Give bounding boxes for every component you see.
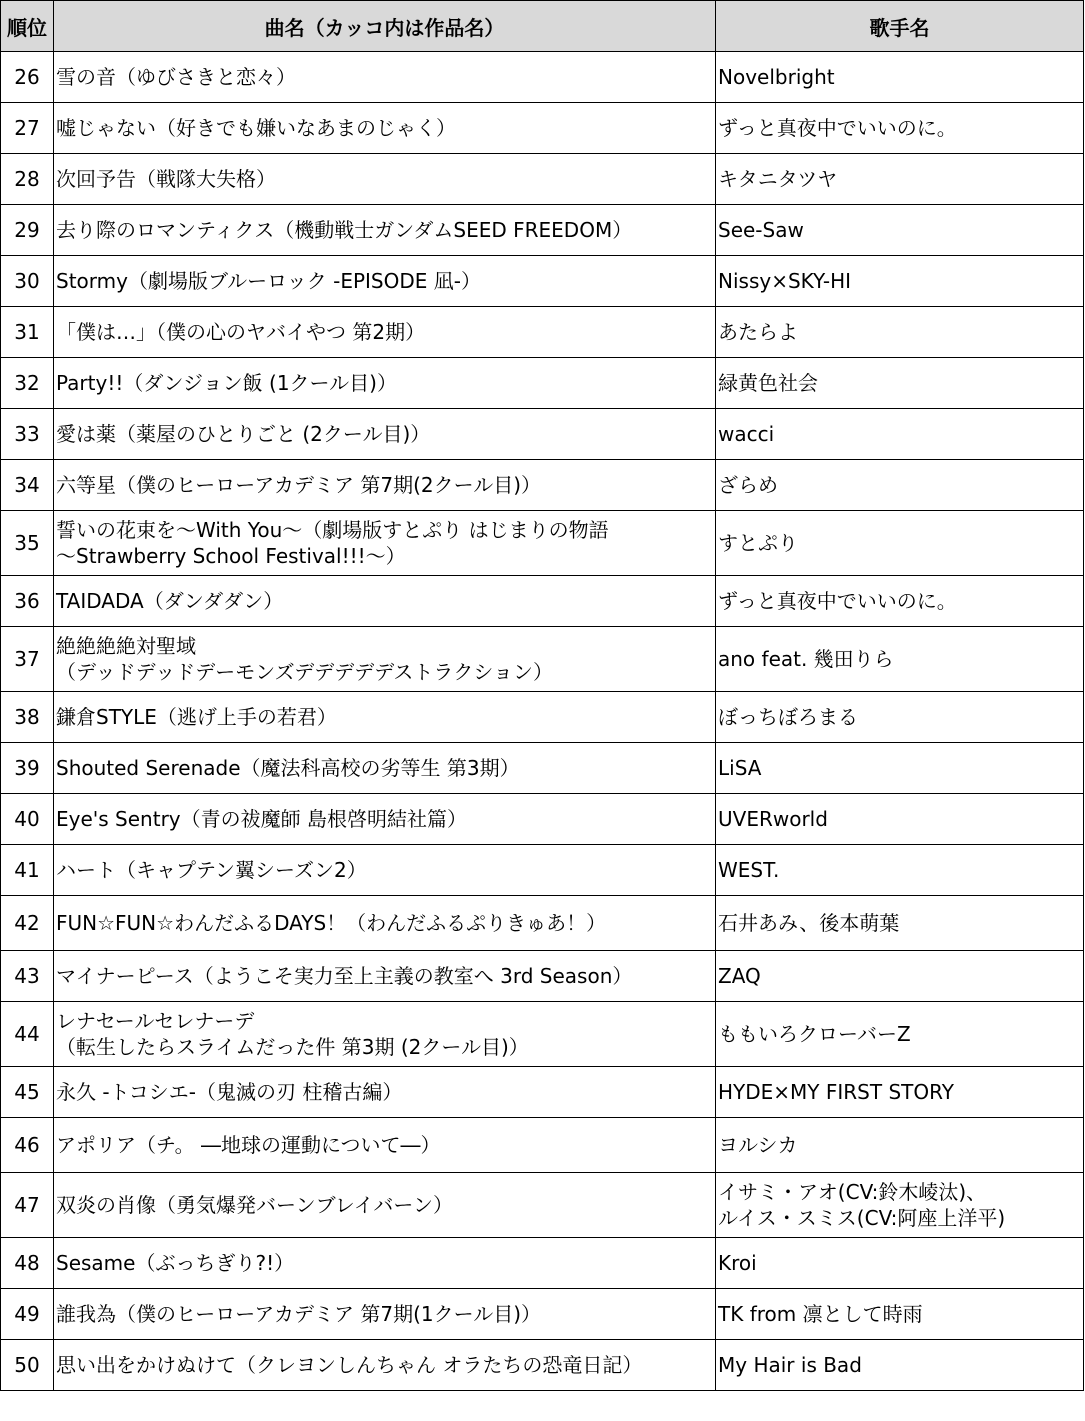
- table-row: [1, 1289, 1084, 1340]
- title-cell: [54, 1340, 716, 1391]
- table-row: [1, 409, 1084, 460]
- artist-cell: [716, 692, 1084, 743]
- artist-cell: [716, 896, 1084, 951]
- artist-cell: [716, 743, 1084, 794]
- title-cell: [54, 794, 716, 845]
- artist-line: ぼっちぼろまる: [718, 705, 858, 729]
- rank-cell: 39: [1, 743, 54, 794]
- title-line: 六等星（僕のヒーローアカデミア 第7期(2クール目)）: [56, 473, 542, 497]
- title-line: ハート（キャプテン翼シーズン2）: [56, 858, 367, 882]
- artist-line: 緑黄色社会: [718, 371, 818, 395]
- title-cell: [54, 205, 716, 256]
- rank-cell: 32: [1, 358, 54, 409]
- artist-cell: [716, 307, 1084, 358]
- title-cell: [54, 256, 716, 307]
- table-row: [1, 794, 1084, 845]
- artist-cell: [716, 154, 1084, 205]
- title-line: 鎌倉STYLE（逃げ上手の若君）: [56, 705, 337, 729]
- rank-cell: 33: [1, 409, 54, 460]
- table-row: [1, 154, 1084, 205]
- rank-cell: 45: [1, 1067, 54, 1118]
- title-line: 双炎の肖像（勇気爆発バーンブレイバーン）: [56, 1193, 453, 1217]
- artist-line: UVERworld: [718, 807, 828, 831]
- artist-line: Novelbright: [718, 65, 835, 89]
- artist-line: ano feat. 幾田りら: [718, 647, 894, 671]
- rank-cell: 37: [1, 627, 54, 692]
- title-line: FUN☆FUN☆わんだふるDAYS！（わんだふるぷりきゅあ！）: [56, 911, 607, 935]
- artist-cell: [716, 1173, 1084, 1238]
- artist-header: 歌手名: [716, 1, 1084, 52]
- title-line: （転生したらスライムだった件 第3期 (2クール目)）: [56, 1035, 529, 1059]
- artist-line: イサミ・アオ(CV:鈴木崚汰)、: [718, 1180, 987, 1204]
- title-line: 絶絶絶絶対聖域: [56, 634, 196, 658]
- table-row: [1, 1002, 1084, 1067]
- rank-cell: 50: [1, 1340, 54, 1391]
- table-row: [1, 307, 1084, 358]
- table-row: [1, 1340, 1084, 1391]
- title-cell: [54, 951, 716, 1002]
- rank-cell: 44: [1, 1002, 54, 1067]
- rank-cell: 34: [1, 460, 54, 511]
- title-cell: [54, 307, 716, 358]
- title-cell: [54, 103, 716, 154]
- table-row: [1, 460, 1084, 511]
- artist-line: ルイス・スミス(CV:阿座上洋平): [718, 1206, 1006, 1230]
- title-line: 思い出をかけぬけて（クレヨンしんちゃん オラたちの恐竜日記）: [56, 1353, 643, 1377]
- title-line: アポリア（チ。 ―地球の運動について―）: [56, 1133, 441, 1157]
- artist-cell: [716, 1002, 1084, 1067]
- title-cell: [54, 692, 716, 743]
- rank-header: 順位: [1, 1, 54, 52]
- artist-cell: [716, 511, 1084, 576]
- artist-line: キタニタツヤ: [718, 167, 838, 191]
- table-row: [1, 358, 1084, 409]
- artist-cell: [716, 794, 1084, 845]
- title-line: Eye's Sentry（青の祓魔師 島根啓明結社篇）: [56, 807, 467, 831]
- rank-cell: 27: [1, 103, 54, 154]
- title-line: 誓いの花束を～With You～（劇場版すとぷり はじまりの物語: [56, 518, 609, 542]
- artist-cell: [716, 256, 1084, 307]
- title-line: Party!!（ダンジョン飯 (1クール目)）: [56, 371, 397, 395]
- artist-line: LiSA: [718, 756, 762, 780]
- artist-cell: [716, 460, 1084, 511]
- rank-cell: 30: [1, 256, 54, 307]
- title-cell: [54, 358, 716, 409]
- rank-cell: 36: [1, 576, 54, 627]
- rank-cell: 35: [1, 511, 54, 576]
- title-line: 去り際のロマンティクス（機動戦士ガンダムSEED FREEDOM）: [56, 218, 633, 242]
- table-row: [1, 896, 1084, 951]
- title-cell: [54, 511, 716, 576]
- title-line: Sesame（ぶっちぎり?!）: [56, 1251, 295, 1275]
- title-line: Stormy（劇場版ブルーロック -EPISODE 凪-）: [56, 269, 481, 293]
- title-line: 「僕は…」（僕の心のヤバイやつ 第2期）: [56, 320, 426, 344]
- title-header: 曲名（カッコ内は作品名）: [54, 1, 716, 52]
- artist-line: My Hair is Bad: [718, 1353, 862, 1377]
- rank-cell: 28: [1, 154, 54, 205]
- artist-cell: [716, 1067, 1084, 1118]
- artist-cell: [716, 103, 1084, 154]
- title-cell: [54, 409, 716, 460]
- rank-cell: 38: [1, 692, 54, 743]
- artist-line: すとぷり: [718, 531, 798, 555]
- artist-line: Kroi: [718, 1251, 757, 1275]
- artist-line: ざらめ: [718, 473, 778, 497]
- table-row: [1, 1238, 1084, 1289]
- artist-cell: [716, 1118, 1084, 1173]
- title-cell: [54, 1002, 716, 1067]
- title-cell: [54, 1173, 716, 1238]
- table-row: [1, 1067, 1084, 1118]
- rank-cell: 29: [1, 205, 54, 256]
- artist-cell: [716, 358, 1084, 409]
- title-cell: [54, 1289, 716, 1340]
- title-cell: [54, 743, 716, 794]
- title-cell: [54, 1118, 716, 1173]
- title-cell: [54, 845, 716, 896]
- artist-cell: [716, 845, 1084, 896]
- table-row: [1, 845, 1084, 896]
- artist-cell: [716, 1238, 1084, 1289]
- title-cell: [54, 627, 716, 692]
- artist-cell: [716, 627, 1084, 692]
- artist-cell: [716, 52, 1084, 103]
- table-row: [1, 511, 1084, 576]
- rank-cell: 48: [1, 1238, 54, 1289]
- artist-line: ヨルシカ: [718, 1133, 798, 1157]
- artist-line: ZAQ: [718, 964, 761, 988]
- rank-cell: 49: [1, 1289, 54, 1340]
- artist-cell: [716, 205, 1084, 256]
- artist-cell: [716, 409, 1084, 460]
- table-row: [1, 743, 1084, 794]
- artist-line: Nissy×SKY-HI: [718, 269, 852, 293]
- title-line: 雪の音（ゆびさきと恋々）: [56, 65, 296, 89]
- artist-line: wacci: [718, 422, 775, 446]
- title-cell: [54, 1067, 716, 1118]
- artist-line: ずっと真夜中でいいのに。: [718, 116, 957, 140]
- title-line: マイナーピース（ようこそ実力至上主義の教室へ 3rd Season）: [56, 964, 633, 988]
- title-line: Shouted Serenade（魔法科高校の劣等生 第3期）: [56, 756, 520, 780]
- rank-cell: 26: [1, 52, 54, 103]
- table-row: [1, 951, 1084, 1002]
- table-row: [1, 52, 1084, 103]
- artist-line: 石井あみ、後本萌葉: [718, 911, 900, 935]
- title-cell: [54, 52, 716, 103]
- title-cell: [54, 1238, 716, 1289]
- title-line: TAIDADA（ダンダダン）: [56, 589, 284, 613]
- artist-line: See-Saw: [718, 218, 804, 242]
- artist-line: TK from 凛として時雨: [718, 1302, 923, 1326]
- artist-cell: [716, 576, 1084, 627]
- table-row: [1, 256, 1084, 307]
- table-row: [1, 692, 1084, 743]
- artist-line: ももいろクローバーZ: [718, 1022, 911, 1046]
- header-row: [1, 1, 1084, 52]
- table-row: [1, 103, 1084, 154]
- title-line: 嘘じゃない（好きでも嫌いなあまのじゃく）: [56, 116, 456, 140]
- title-line: 永久 -トコシエ-（鬼滅の刃 柱稽古編）: [56, 1080, 403, 1104]
- rank-cell: 40: [1, 794, 54, 845]
- artist-line: ずっと真夜中でいいのに。: [718, 589, 957, 613]
- title-line: 誰我為（僕のヒーローアカデミア 第7期(1クール目)）: [56, 1302, 542, 1326]
- rank-cell: 31: [1, 307, 54, 358]
- rank-cell: 46: [1, 1118, 54, 1173]
- rank-cell: 42: [1, 896, 54, 951]
- artist-line: WEST.: [718, 858, 780, 882]
- rank-cell: 41: [1, 845, 54, 896]
- table-row: [1, 1173, 1084, 1238]
- title-line: ～Strawberry School Festival!!!～）: [56, 544, 406, 568]
- title-line: 愛は薬（薬屋のひとりごと (2クール目)）: [56, 422, 431, 446]
- rank-cell: 47: [1, 1173, 54, 1238]
- title-cell: [54, 154, 716, 205]
- title-cell: [54, 896, 716, 951]
- table-row: [1, 576, 1084, 627]
- title-cell: [54, 576, 716, 627]
- artist-cell: [716, 951, 1084, 1002]
- artist-cell: [716, 1340, 1084, 1391]
- table-row: [1, 627, 1084, 692]
- title-line: 次回予告（戦隊大失格）: [56, 167, 276, 191]
- artist-cell: [716, 1289, 1084, 1340]
- title-line: （デッドデッドデーモンズデデデデデストラクション）: [56, 660, 553, 684]
- artist-line: HYDE×MY FIRST STORY: [718, 1080, 954, 1104]
- title-line: レナセールセレナーデ: [56, 1009, 255, 1033]
- rank-cell: 43: [1, 951, 54, 1002]
- table-row: [1, 1118, 1084, 1173]
- title-cell: [54, 460, 716, 511]
- table-row: [1, 205, 1084, 256]
- artist-line: あたらよ: [718, 320, 798, 344]
